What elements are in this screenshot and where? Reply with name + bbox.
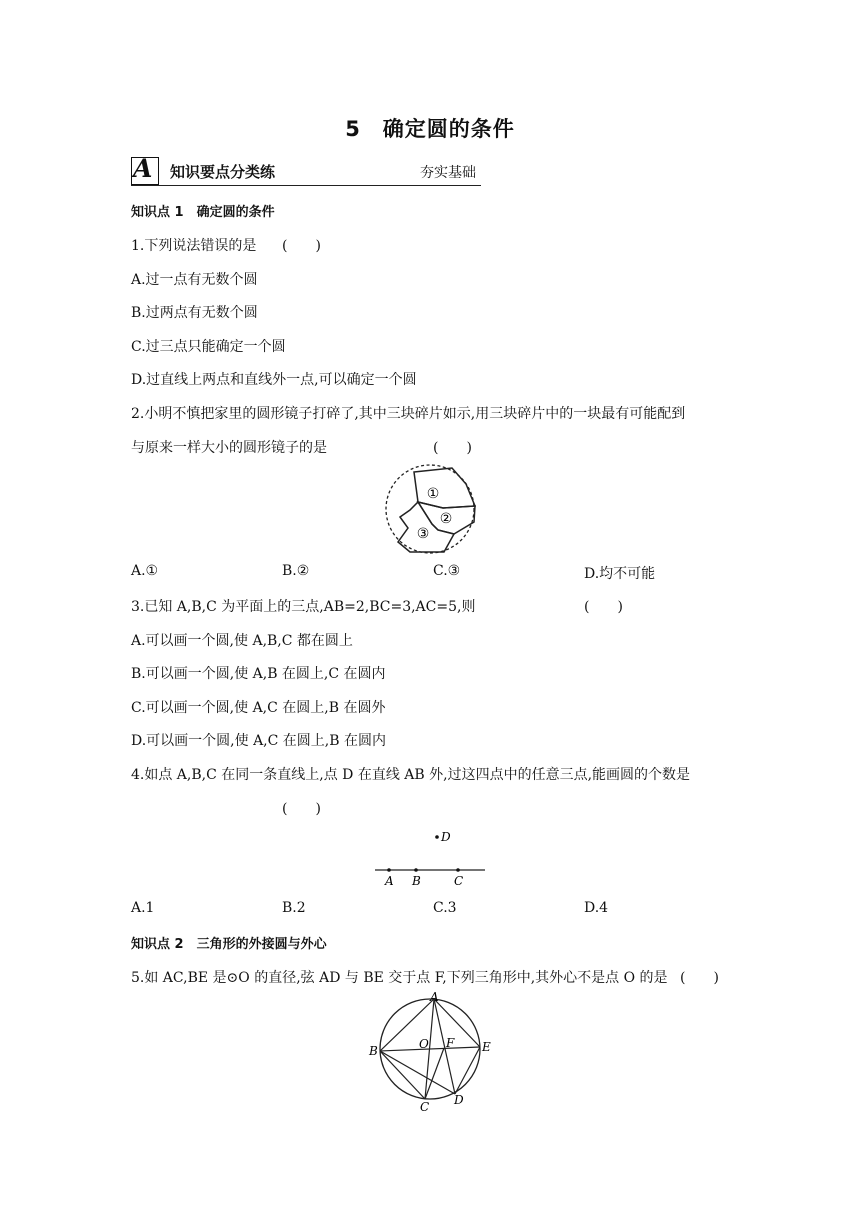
page-title: 5 确定圆的条件 [345,117,515,141]
question-2-stem-line-1: 2.小明不慎把家里的圆形镜子打碎了,其中三块碎片如示,用三块碎片中的一块最有可能配到 [131,406,686,422]
question-3-option-d: D.可以画一个圆,使 A,C 在圆上,B 在圆内 [131,733,386,749]
collinear-points-figure [370,826,490,890]
fragment-1-label: ① [426,486,440,502]
point-f-label: F [446,1036,455,1050]
question-4-option-b: B.2 [282,900,306,916]
segment-de [455,1047,480,1094]
question-3-stem: 3.已知 A,B,C 为平面上的三点,AB=2,BC=3,AC=5,则 [131,599,476,615]
question-5-stem: 5.如 AC,BE 是⊙O 的直径,弦 AD 与 BE 交于点 F,下列三角形中,其外心不是点 O 的是 [131,970,668,986]
point-a-label: A [385,874,394,888]
question-2-option-c: C.③ [433,563,461,579]
broken-mirror-figure [380,462,480,556]
question-4-answer-paren: ( ) [282,801,321,817]
question-1-option-b: B.过两点有无数个圆 [131,305,258,321]
question-3-option-a: A.可以画一个圆,使 A,B,C 都在圆上 [131,633,353,649]
fragment-1 [414,468,475,508]
banner-subtitle: 夯实基础 [420,165,476,181]
point-d-label: D [454,1093,464,1107]
question-2-option-a: A.① [131,563,159,579]
question-2-option-d: D.均不可能 [584,566,656,582]
point-b-label: B [369,1044,378,1058]
question-5-answer-paren: ( ) [680,970,719,986]
question-1-stem: 1.下列说法错误的是 [131,238,257,254]
point-b [414,868,418,872]
question-1-answer-paren: ( ) [282,238,321,254]
point-d-label: D [441,830,451,844]
fragment-3-label: ③ [416,526,430,542]
point-d [435,835,439,839]
point-c-label: C [420,1100,430,1112]
question-2-answer-paren: ( ) [433,440,472,456]
segment-bd [380,1051,455,1094]
question-3-option-c: C.可以画一个圆,使 A,C 在圆上,B 在圆外 [131,700,386,716]
point-e-label: E [482,1040,491,1054]
point-a [387,868,391,872]
question-4-option-c: C.3 [433,900,457,916]
banner-letter: A [133,154,153,183]
question-1-option-a: A.过一点有无数个圆 [131,272,258,288]
question-3-option-b: B.可以画一个圆,使 A,B 在圆上,C 在圆内 [131,666,386,682]
point-c-label: C [454,874,464,888]
circle-diameters-figure [368,990,496,1112]
fragment-2-label: ② [439,511,453,527]
question-4-stem: 4.如点 A,B,C 在同一条直线上,点 D 在直线 AB 外,过这四点中的任意三点,能画圆的个数是 [131,767,691,783]
question-4-option-d: D.4 [584,900,609,916]
question-2-option-b: B.② [282,563,310,579]
section-heading-2: 知识点 2 三角形的外接圆与外心 [131,937,327,952]
point-b-label: B [412,874,421,888]
question-1-option-c: C.过三点只能确定一个圆 [131,339,286,355]
question-3-answer-paren: ( ) [584,599,623,615]
point-o-label: O [419,1037,429,1051]
banner-title: 知识要点分类练 [170,163,276,181]
question-2-stem-line-2: 与原来一样大小的圆形镜子的是 [131,440,327,456]
section-heading-1: 知识点 1 确定圆的条件 [131,205,275,220]
question-4-option-a: A.1 [131,900,155,916]
point-c [456,868,460,872]
point-a-label: A [430,990,439,1004]
question-1-option-d: D.过直线上两点和直线外一点,可以确定一个圆 [131,372,417,388]
